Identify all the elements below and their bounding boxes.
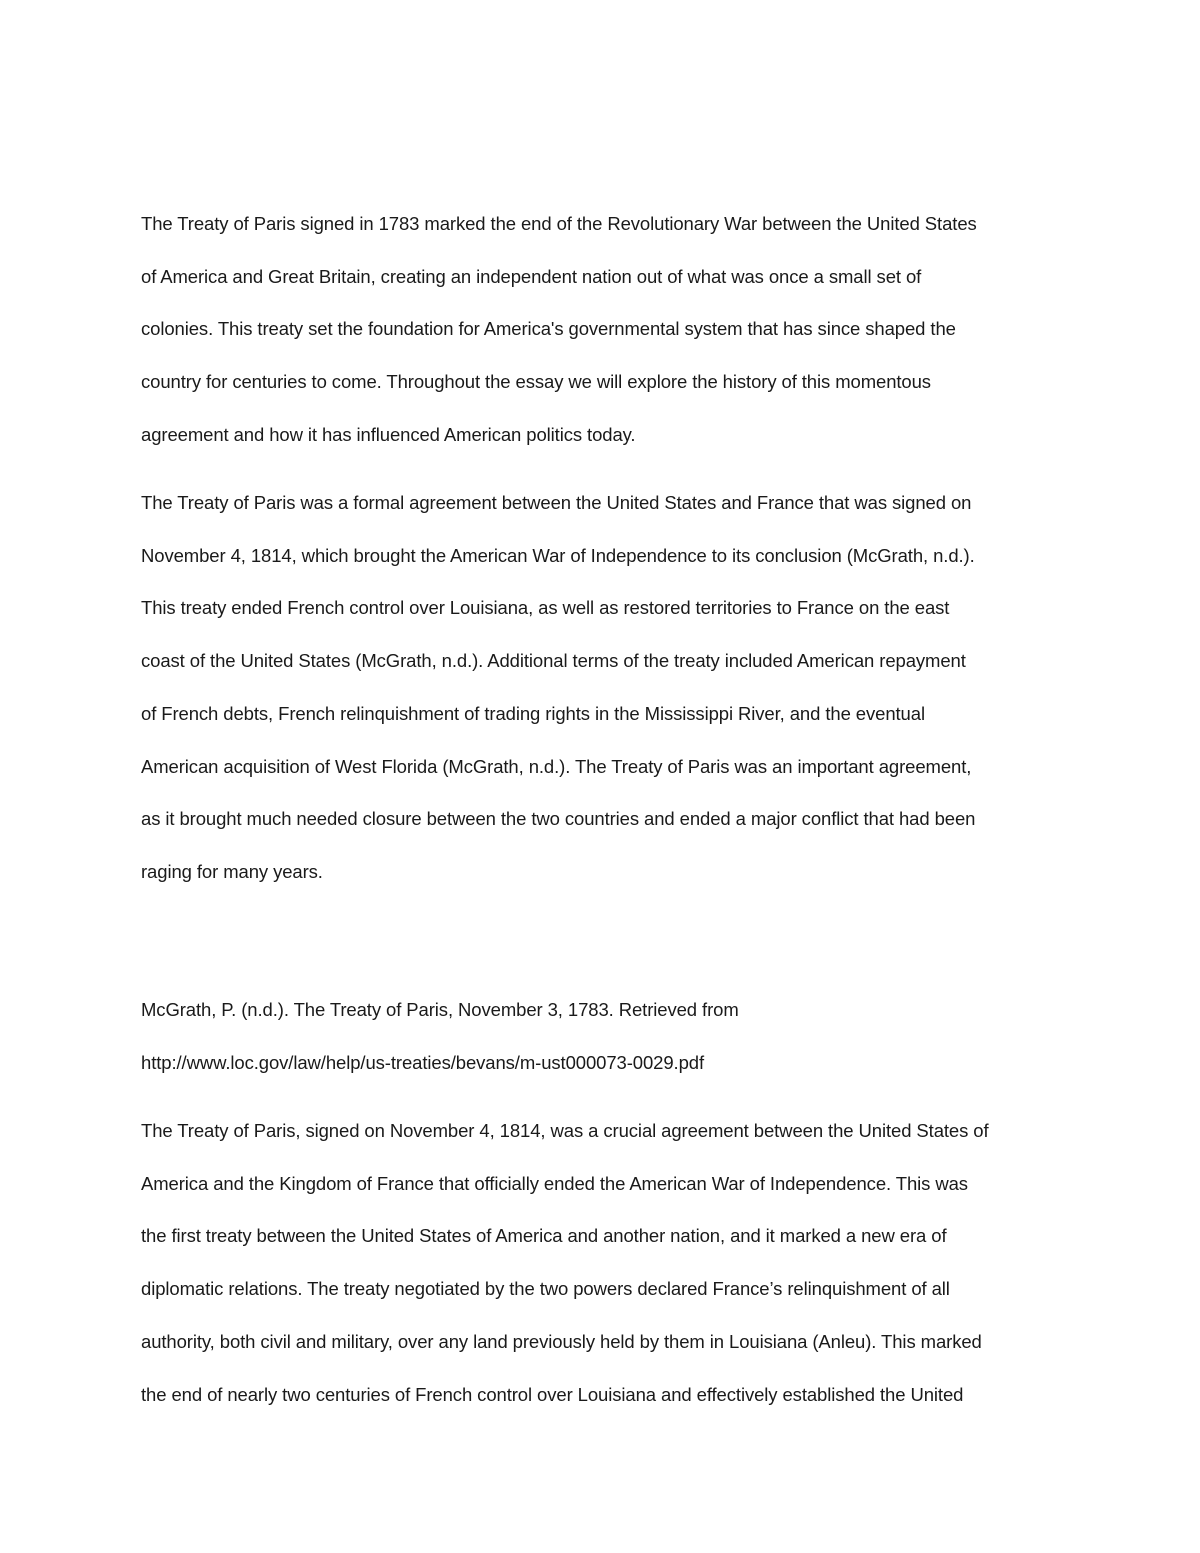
reference-citation: McGrath, P. (n.d.). The Treaty of Paris, November 3, 1783. Retrieved from http://www.loc.gov/law/help/us-treaties/bevans/m-ust000073-0029.pdf — [141, 999, 739, 1073]
body-paragraph-treaty: The Treaty of Paris, signed on November 4, 1814, was a crucial agreement between the United States of America and the Kingdom of France that officially ended the American War of Independence. This was the first treaty between the United States of America and another nation, and it marked a new era of diplomatic relations. The treaty negotiated by the two powers declared France’s relinquishment of all authority, both civil and military, over any land previously held by them in Louisiana (Anleu). This marked the end of nearly two centuries of French control over Louisiana and effectively established the United — [141, 1120, 989, 1405]
body-paragraph-history: The Treaty of Paris was a formal agreement between the United States and France that was signed on November 4, 1814, which brought the American War of Independence to its conclusion (McGrath, n.d.). This treaty ended French control over Louisiana, as well as restored territories to France on the east coast of the United States (McGrath, n.d.). Additional terms of the treaty included American repayment of French debts, French relinquishment of trading rights in the Mississippi River, and the eventual American acquisition of West Florida (McGrath, n.d.). The Treaty of Paris was an important agreement, as it brought much needed closure between the two countries and ended a major conflict that had been raging for many years. — [141, 492, 976, 882]
body-paragraph-intro: The Treaty of Paris signed in 1783 marked the end of the Revolutionary War between the United States of America and Great Britain, creating an independent nation out of what was once a small set of colonies. This treaty set the foundation for America's governmental system that has since shaped the country for centuries to come. Throughout the essay we will explore the history of this momentous agreement and how it has influenced American politics today. — [141, 213, 977, 445]
